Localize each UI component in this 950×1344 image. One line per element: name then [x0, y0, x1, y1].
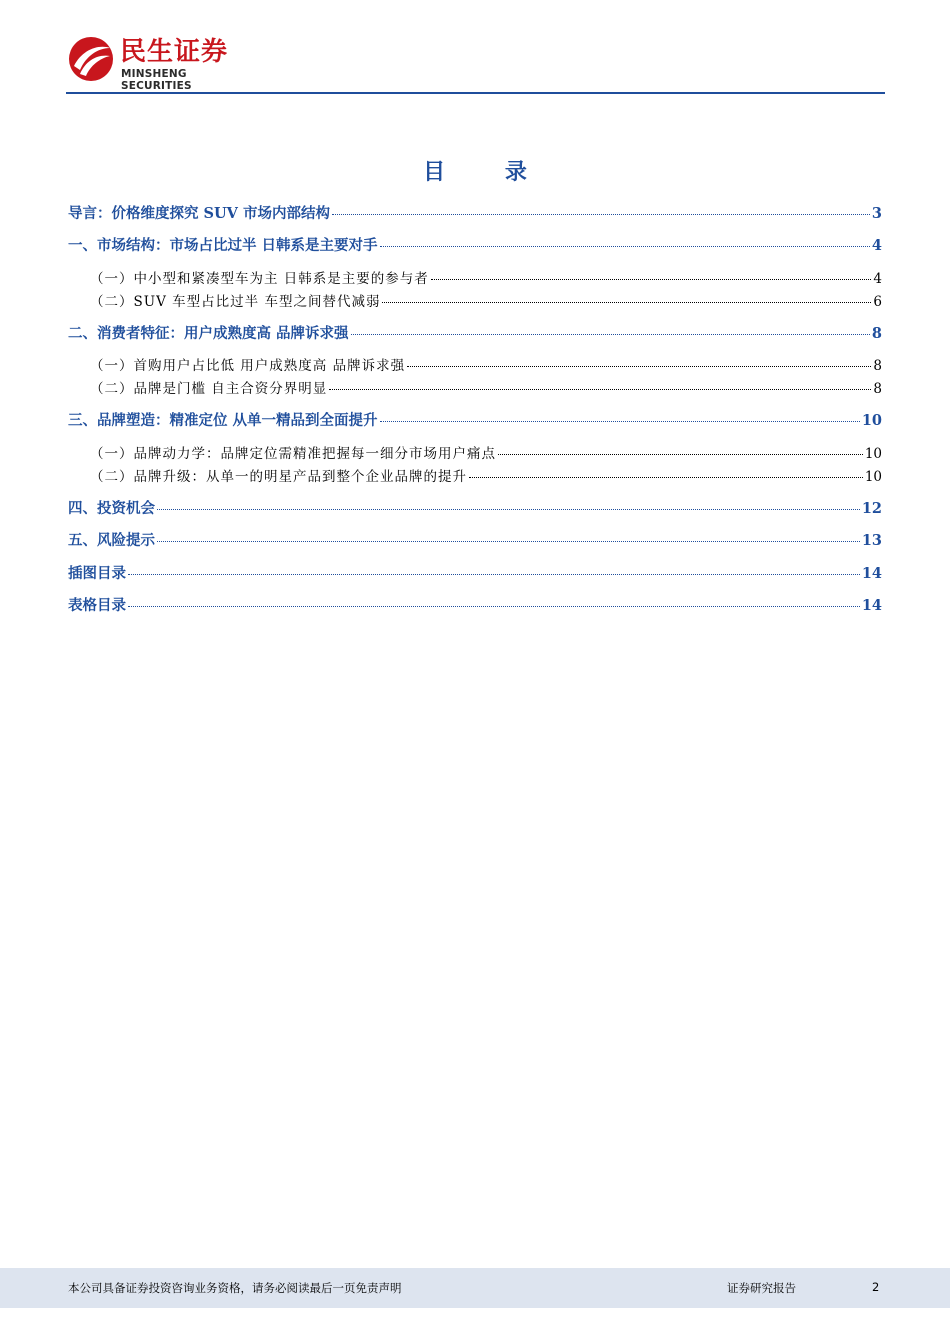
footer-report-type: 证券研究报告	[727, 1281, 796, 1295]
toc-leader-dots	[157, 541, 860, 542]
toc-entry-page: 4	[873, 271, 882, 287]
toc-entry-section-3[interactable]	[68, 411, 882, 431]
brand-logo	[68, 36, 258, 92]
toc-entry-page: 8	[871, 325, 882, 342]
toc-leader-dots	[498, 454, 863, 455]
toc-entry-page: 8	[873, 381, 882, 397]
toc-entry-label: （一）品牌动力学：品牌定位需精准把握每一细分市场用户痛点	[90, 446, 496, 462]
toc-entry-label: 一、市场结构：市场占比过半 日韩系是主要对手	[68, 237, 378, 254]
toc-entry-figure-list[interactable]	[68, 564, 882, 584]
toc-entry-label: 插图目录	[68, 565, 126, 582]
toc-entry-section-3-1[interactable]	[90, 444, 882, 464]
toc-leader-dots	[431, 279, 872, 280]
toc-entry-intro[interactable]	[68, 204, 882, 224]
toc-entry-section-4[interactable]	[68, 499, 882, 519]
toc-entry-page: 13	[861, 532, 882, 549]
toc-entry-label: （二）品牌升级：从单一的明星产品到整个企业品牌的提升	[90, 469, 467, 485]
toc-entry-page: 14	[861, 597, 882, 614]
toc-entry-page: 4	[871, 237, 882, 254]
toc-entry-label: （二）SUV 车型占比过半 车型之间替代减弱	[90, 294, 381, 310]
toc-entry-label: 表格目录	[68, 597, 126, 614]
toc-entry-section-2[interactable]	[68, 324, 882, 344]
toc-entry-label: 二、消费者特征：用户成熟度高 品牌诉求强	[68, 325, 349, 342]
toc-leader-dots	[128, 574, 860, 575]
toc-leader-dots	[407, 366, 871, 367]
toc-entry-page: 10	[864, 446, 882, 462]
toc-entry-page: 6	[873, 294, 882, 310]
toc-title: 目 录	[423, 159, 553, 185]
header-divider	[66, 92, 885, 94]
toc-leader-dots	[382, 302, 871, 303]
toc-entry-page: 10	[861, 412, 882, 429]
toc-entry-label: （一）中小型和紧凑型车为主 日韩系是主要的参与者	[90, 271, 429, 287]
toc-entry-section-1-1[interactable]	[90, 269, 882, 289]
toc-leader-dots	[380, 246, 870, 247]
footer-disclaimer: 本公司具备证券投资咨询业务资格，请务必阅读最后一页免责声明	[68, 1281, 402, 1295]
toc-entry-section-2-1[interactable]	[90, 356, 882, 376]
toc-entry-section-1[interactable]	[68, 236, 882, 256]
toc-leader-dots	[332, 214, 870, 215]
toc-entry-page: 12	[861, 500, 882, 517]
toc-entry-section-5[interactable]	[68, 531, 882, 551]
toc-entry-label: 三、品牌塑造：精准定位 从单一精品到全面提升	[68, 412, 378, 429]
toc-leader-dots	[329, 389, 871, 390]
toc-entry-label: 导言：价格维度探究 SUV 市场内部结构	[68, 205, 330, 222]
toc-entry-label: （二）品牌是门槛 自主合资分界明显	[90, 381, 328, 397]
toc-entry-page: 14	[861, 565, 882, 582]
minsheng-logo-icon	[68, 36, 114, 82]
toc-entry-page: 10	[864, 469, 882, 485]
toc-entry-table-list[interactable]	[68, 596, 882, 616]
toc-entry-label: 五、风险提示	[68, 532, 155, 549]
toc-leader-dots	[469, 477, 863, 478]
brand-name-cn: 民生证券	[120, 37, 229, 67]
toc-leader-dots	[157, 509, 860, 510]
footer-page-number: 2	[872, 1280, 880, 1294]
toc-entry-label: （一）首购用户占比低 用户成熟度高 品牌诉求强	[90, 358, 406, 374]
toc-leader-dots	[380, 421, 860, 422]
toc-leader-dots	[128, 606, 860, 607]
toc-entry-section-2-2[interactable]	[90, 379, 882, 399]
brand-name-en: MINSHENG SECURITIES	[121, 68, 192, 92]
page-footer	[0, 1268, 950, 1308]
toc-entry-label: 四、投资机会	[68, 500, 155, 517]
toc-entry-page: 3	[871, 205, 882, 222]
toc-entry-page: 8	[873, 358, 882, 374]
toc-leader-dots	[351, 334, 870, 335]
toc-entry-section-1-2[interactable]	[90, 292, 882, 312]
toc-entry-section-3-2[interactable]	[90, 467, 882, 487]
